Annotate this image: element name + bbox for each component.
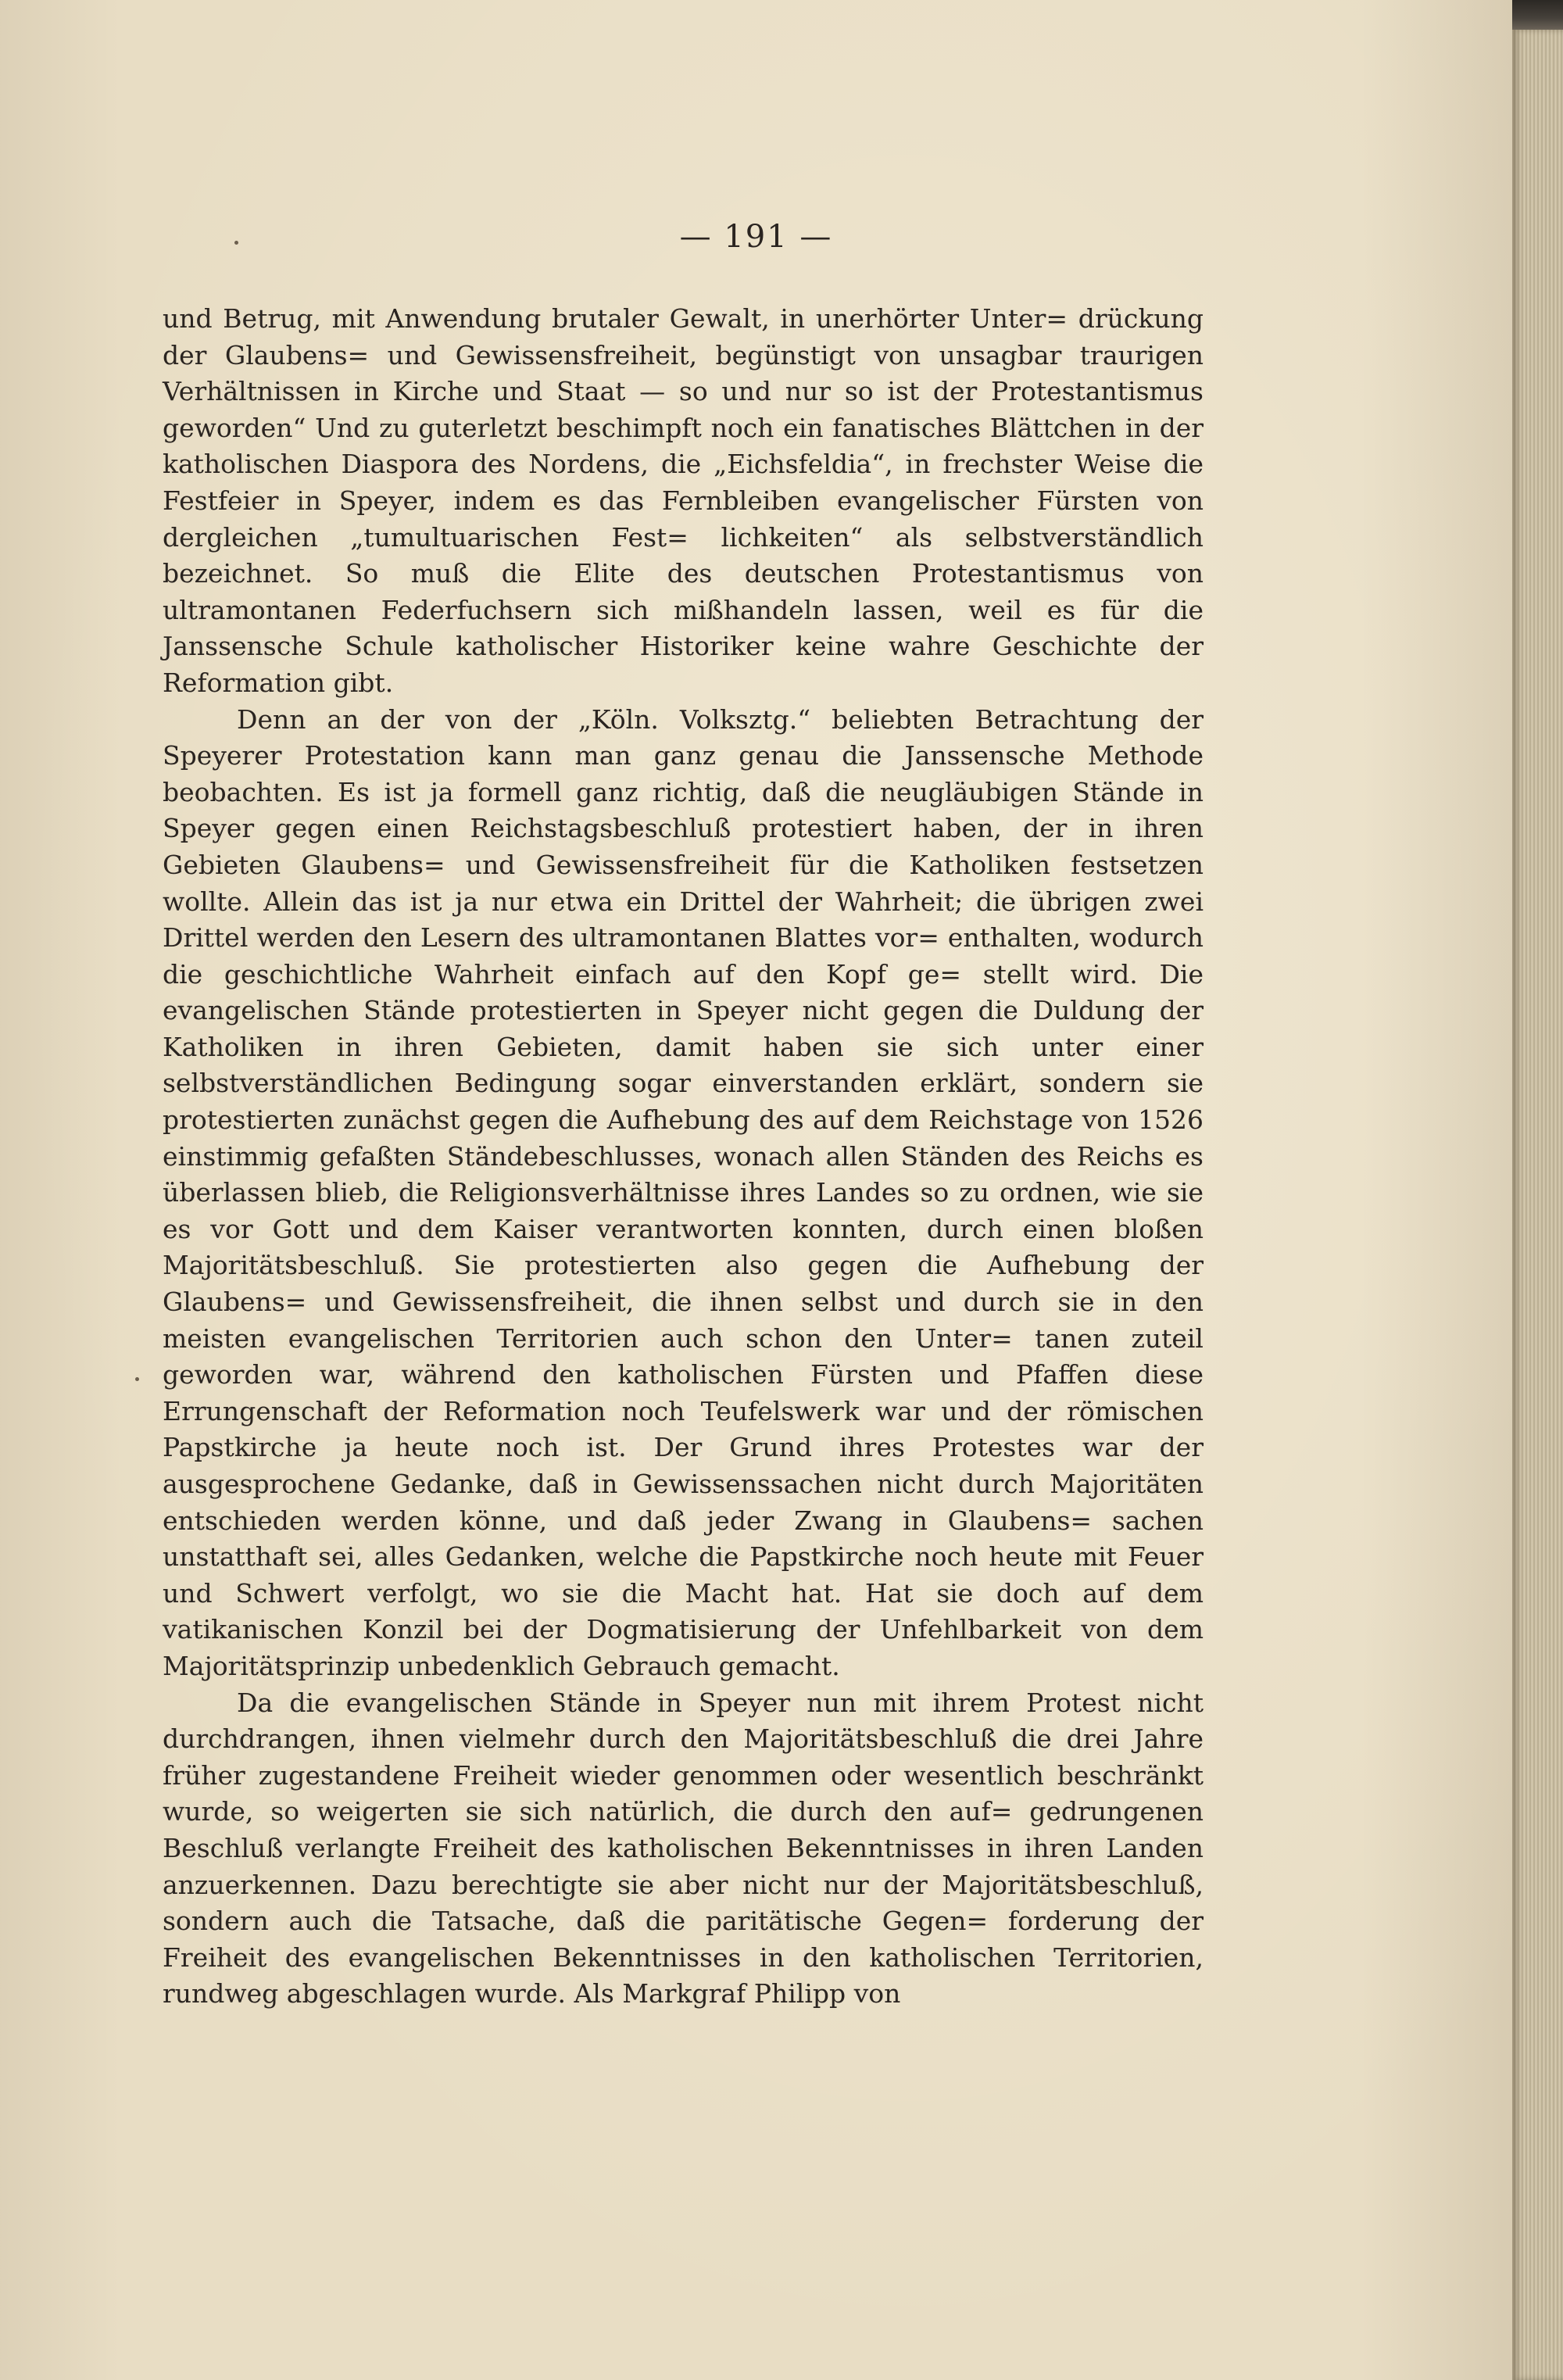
body-text [163,301,1204,2013]
page-number-header: — 191 — [679,219,833,255]
paragraph-2: Denn an der von der „Köln. Volksztg.“ beliebten Betrachtung der Speyerer Protestation kann man ganz genau die Janssensche Methode beobachten. Es ist ja formell ganz richtig, daß die neugläubigen Stände in Speyer gegen einen Reichstagsbeschluß protestiert haben, der in ihren Gebieten Glaubens= und Gewissensfreiheit für die Katholiken festsetzen wollte. Allein das ist ja nur etwa ein Drittel der Wahrheit; die übrigen zwei Drittel werden den Lesern des ultramontanen Blattes vor= enthalten, wodurch die geschichtliche Wahrheit einfach auf den Kopf ge= stellt wird. Die evangelischen Stände protestierten in Speyer nicht gegen die Duldung der Katholiken in ihren Gebieten, damit haben sie sich unter einer selbstverständlichen Bedingung sogar einverstanden erklärt, sondern sie protestierten zunächst gegen die Aufhebung des auf dem Reichstage von 1526 einstimmig gefaßten Ständebeschlusses, wonach allen Ständen des Reichs es überlassen blieb, die Religionsverhältnisse ihres Landes so zu ordnen, wie sie es vor Gott und dem Kaiser verantworten konnten, durch einen bloßen Majoritätsbeschluß. Sie protestierten also gegen die Aufhebung der Glaubens= und Gewissensfreiheit, die ihnen selbst und durch sie in den meisten evangelischen Territorien auch schon den Unter= tanen zuteil geworden war, während den katholischen Fürsten und Pfaffen diese Errungenschaft der Reformation noch Teufelswerk war und der römischen Papstkirche ja heute noch ist. Der Grund ihres Protestes war der ausgesprochene Gedanke, daß in Gewissenssachen nicht durch Majoritäten entschieden werden könne, und daß jeder Zwang in Glaubens= sachen unstatthaft sei, alles Gedanken, welche die Papstkirche noch heute mit Feuer und Schwert verfolgt, wo sie die Macht hat. Hat sie doch auf dem vatikanischen Konzil bei der Dogmatisierung der Unfehlbarkeit von dem Majoritätsprinzip unbedenklich Gebrauch gemacht. [163,703,1204,1681]
paragraph-1: und Betrug, mit Anwendung brutaler Gewalt, in unerhörter Unter= drückung der Glaubens= und Gewissensfreiheit, begünstigt von unsagbar traurigen Verhältnissen in Kirche und Staat — so und nur so ist der Protestantismus geworden“ Und zu guterletzt beschimpft noch ein fanatisches Blättchen in der katholischen Diaspora des Nordens, die „Eichsfeldia“, in frechster Weise die Festfeier in Speyer, indem es das Fernbleiben evangelischer Fürsten von dergleichen „tumultuarischen Fest= lichkeiten“ als selbstverständlich bezeichnet. So muß die Elite des deutschen Protestantismus von ultramontanen Federfuchsern sich mißhandeln lassen, weil es für die Janssensche Schule katholischer Historiker keine wahre Geschichte der Reformation gibt. [163,303,1204,698]
paper-speck [234,241,238,245]
paper-speck [135,1377,139,1381]
page-edges [1512,30,1563,2380]
paragraph-3: Da die evangelischen Stände in Speyer nun mit ihrem Protest nicht durchdrangen, ihnen vielmehr durch den Majoritätsbeschluß die drei Jahre früher zugestandene Freiheit wieder genommen oder wesentlich beschränkt wurde, so weigerten sie sich natürlich, die durch den auf= gedrungenen Beschluß verlangte Freiheit des katholischen Bekenntnisses in ihren Landen anzuerkennen. Dazu berechtigte sie aber nicht nur der Majoritätsbeschluß, sondern auch die Tatsache, daß die paritätische Gegen= forderung der Freiheit des evangelischen Bekenntnisses in den katholischen Territorien, rundweg abgeschlagen wurde. Als Markgraf Philipp von [163,1687,1204,2010]
